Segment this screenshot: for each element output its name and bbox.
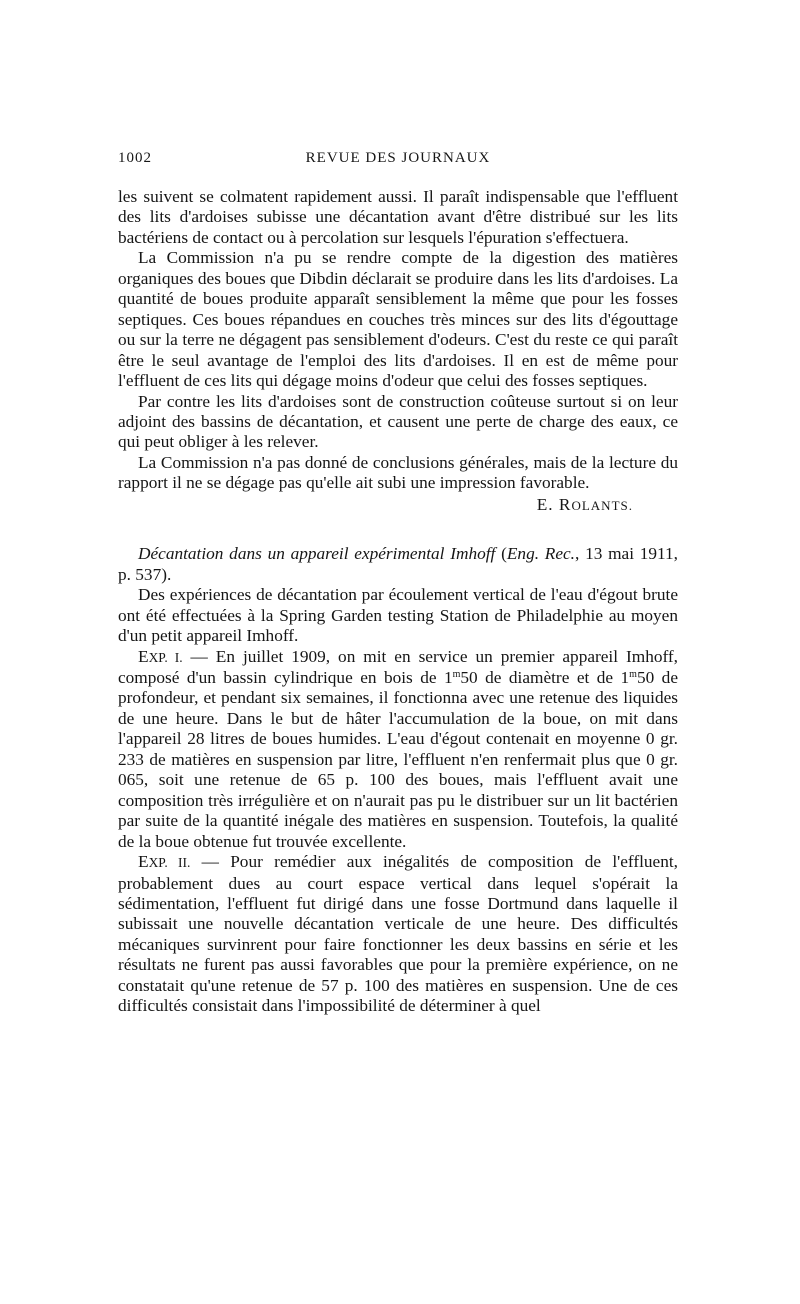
paragraph-experiment-2 xyxy=(118,852,678,1017)
article-title: Décantation dans un appareil expérimental Imhoff xyxy=(138,544,496,564)
paragraph-slate-beds-cost: Par contre les lits d'ardoises sont de construction coûteuse surtout si on leur adjoint des bassins de décantation, et causent une perte de charge des eaux, ce qui peut obliger à les relever. xyxy=(118,391,678,452)
paragraph-continuation: les suivent se colmatent rapidement aussi. Il paraît indispensable que l'effluent des lits d'ardoises subisse une décantation avant d'être distribué sur les lits bactériens de contact ou à percolation sur lesquels l'épuration s'effectuera. xyxy=(118,187,678,247)
source-open: ( xyxy=(495,544,507,564)
running-head xyxy=(118,150,678,172)
article-heading xyxy=(118,544,678,585)
journal-name: Eng. Rec. xyxy=(506,544,575,564)
experiment-2-text: — Pour remédier aux inégalités de composition de l'effluent, probablement dues au court espace vertical dans lequel s'opérait la sédimentation, l'effluent fut dirigé dans une fosse Dortmund dans laquelle il subissait une nouvelle décantation verticale de une heure. Des difficultés mécaniques survinrent pour faire fonctionner les deux bassins en série et les résultats ne furent pas aussi favorables que pour la première expérience, on ne constatait qu'une retenue de 57 p. 100 des matières en suspension. Une de ces difficultés consistait dans l'impossibilité de déterminer à quel xyxy=(118,852,678,1016)
experiment-2-label: XP. II. xyxy=(148,855,191,871)
paragraph-article-intro: Des expériences de décantation par écoulement vertical de l'eau d'égout brute ont été effectuées à la Spring Garden testing Station de Philadelphie au moyen d'un petit appareil Imhoff. xyxy=(118,585,678,646)
signature-initial: E. R xyxy=(536,494,572,514)
paragraph-experiment-1 xyxy=(118,647,678,853)
paragraph-commission-digestion: La Commission n'a pu se rendre compte de la digestion des matières organiques des boues que Dibdin déclarait se produire dans les lits d'ardoises. La quantité de boues produite apparaît sensiblement la même que pour les fosses septiques. Ces boues répandues en couches très minces sur des lits d'égouttage ou sur la terre ne dégagent pas sensiblement d'odeurs. C'est du reste ce qui paraît être le seul avantage de l'emploi des lits d'ardoises. Il en est de même pour l'effluent de ces lits qui dégage moins d'odeur que celui des fosses septiques. xyxy=(118,248,678,391)
signature-surname: OLANTS. xyxy=(571,497,633,513)
body-text xyxy=(118,187,678,1017)
unit-meter-a: m xyxy=(452,668,461,680)
source-reference: , 13 mai 1911, p. 537). xyxy=(118,544,679,584)
experiment-1-label: XP. I. xyxy=(148,649,183,665)
experiment-2-label-first: E xyxy=(138,852,149,872)
experiment-1-text-a: — En juillet 1909, on mit en service un premier appareil Imhoff, composé d'un bassin cylindrique en bois de 1 xyxy=(118,646,678,687)
author-signature xyxy=(118,495,678,516)
page-number: 1002 xyxy=(118,150,152,166)
experiment-1-text-c: 50 de profondeur, et pendant six semaines, il fonctionna avec une retenue des liquides de une heure. Dans le but de hâter l'accumulation de la boue, on mit dans l'appareil 28 litres de boues humides. L'eau d'égout contenait en moyenne 0 gr. 233 de matières en suspension par litre, l'effluent n'en renfermait plus que 0 gr. 065, soit une retenue de 65 p. 100 des boues, mais l'effluent avait une composition très irrégulière et on n'aurait pas pu le distribuer sur un lit bactérien par suite de la quantité inégale des matières en suspension. Toutefois, la qualité de la boue obtenue fut trouvée excellente. xyxy=(118,667,678,851)
experiment-1-text-b: 50 de diamètre et de 1 xyxy=(460,667,630,687)
experiment-1-label-first: E xyxy=(138,646,149,666)
unit-meter-b: m xyxy=(629,668,637,680)
paragraph-conclusions: La Commission n'a pas donné de conclusions générales, mais de la lecture du rapport il ne se dégage pas qu'elle ait subi une impression favorable. xyxy=(118,452,678,493)
running-title: REVUE DES JOURNAUX xyxy=(305,150,491,166)
